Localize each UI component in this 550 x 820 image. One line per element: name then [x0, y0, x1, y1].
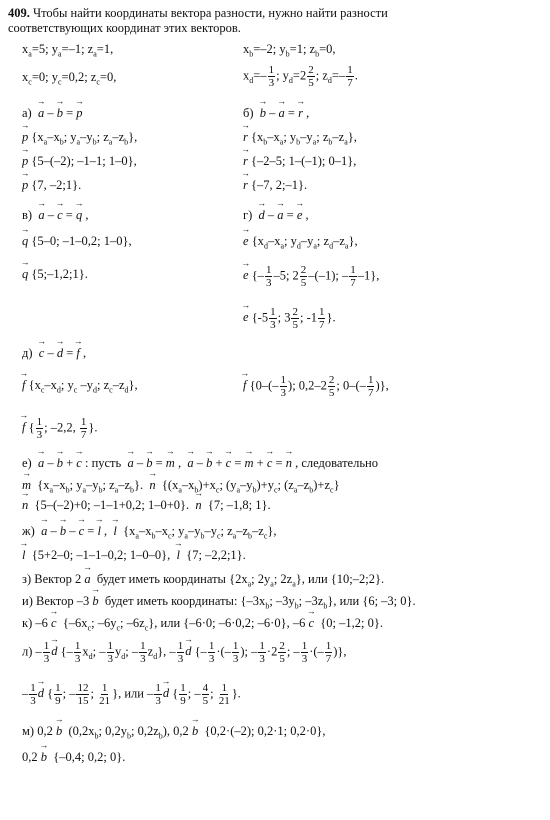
part-zh-line-1: ж) → a – → b – → c = → l , → l {$x_a-x_b-x_c$; $y_a-y_b-y_c$; $z_a-z_b-z_c$}, [22, 524, 277, 544]
part-g-line-2: → e {– $\frac{1}{3}$ –5; 2 $\frac{2}{5}$ –(–1); – $\frac{1}{7}$ –1}, [243, 264, 379, 289]
intro-line-2: соответствующих координат этих векторов. [8, 21, 241, 35]
part-k-line-1: к) –6 → c {$-6x_c$; $-6y_c$; $-6z_c$}, или {–6·0; –6·0,2; –6·0}, –6 → c {0; –1,2; 0}. [22, 616, 383, 636]
part-d-line-3: → f { $\frac{1}{3}$ ; –2,2, $\frac{1}{7}$ }. [22, 416, 97, 441]
part-l-line-1: л) – $\frac{1}{3}$ → d {– $\frac{1}{3}$ $x_d$; – $\frac{1}{3}$ $y_d$; – $\frac{1}{3}$ $z_d$}, – $\frac{1}{3}$ → d {– $\frac{1}{3}$ ·(– $\frac{1}{3}$ ); – $\frac{1}{3}$ ·2 $\frac{2}{5}$ ; – $\frac{1}{3}$ ·(– $\frac{1}{7}$ )}, [22, 640, 347, 665]
part-l-line-2: – $\frac{1}{3}$ → d { $\frac{1}{9}$ ; – $\frac{12}{15}$ ; $\frac{1}{21}$ }, или – $\frac{1}{3}$ → d { $\frac{1}{9}$ ; – $\frac{4}{5}$ ; $\frac{1}{21}$ }. [22, 682, 241, 707]
part-e-line-2: → m {$x_a-x_b$; $y_a-y_b$; $z_a-z_b$}. → n {$(x_a-x_b)+x_c$; $(y_a-y_b)+y_c$; $(z_a-z_b)+z_c$} [22, 478, 340, 498]
part-d-head: д) → c – → d = → f , [22, 346, 86, 361]
part-v-line-1: → q {5–0; –1–0,2; 1–0}, [22, 234, 132, 249]
part-v-line-2: → q {5;–1,2;1}. [22, 267, 88, 282]
part-i-line-1: и) Вектор –3 → b будет иметь координаты: {$-3x_b$; $-3y_b$; $-3z_b$}, или {6; –3; 0}. [22, 594, 416, 614]
part-b-line-1: → r {$x_b-x_a$; $y_b-y_a$; $z_b-z_a$}, [243, 130, 357, 150]
part-g-head: г) → d – → a = → e , [243, 208, 309, 223]
problem-number: 409. [8, 6, 30, 20]
part-m-line-2: 0,2 → b {–0,4; 0,2; 0}. [22, 750, 125, 765]
given-a: $x_a=5$; $y_a=-1$; $z_a=1$, [22, 42, 114, 59]
part-a-line-2: → p {5–(–2); –1–1; 1–0}, [22, 154, 137, 169]
part-a-line-1: → p {$x_a-x_b$; $y_a-y_b$; $z_a-z_b$}, [22, 130, 137, 150]
part-a-line-3: → p {7, –2;1}. [22, 178, 81, 193]
part-a-head: а) → a – → b = → p [22, 106, 83, 121]
part-m-line-1: м) 0,2 → b ($0,2x_b$; $0,2y_b$; $0,2z_b$), 0,2 → b {0,2·(–2); 0,2·1; 0,2·0}, [22, 724, 325, 744]
part-b-head: б) → b – → a = → r , [243, 106, 309, 121]
part-e-line-1: е) → a – → b + → c : пусть → a – → b = → m , → a – → b + → c = → m + → c = → n , следовательно [22, 456, 378, 471]
part-d-line-1: → f {$x_c-x_d$; $y_c$ $-y_d$; $z_c-z_d$}, [22, 378, 138, 398]
given-b: $x_b=-2$; $y_b=1$; $z_b=0$, [243, 42, 336, 59]
part-b-line-3: → r {–7, 2;–1}. [243, 178, 307, 193]
intro-line-1: 409. Чтобы найти координаты вектора разности, нужно найти разности [8, 6, 388, 20]
part-d-line-2: → f {0–(– $\frac{1}{3}$ ); 0,2–2 $\frac{2}{5}$ ; 0–(– $\frac{1}{7}$ )}, [243, 374, 389, 399]
part-g-line-3: → e {-5 $\frac{1}{3}$ ; 3 $\frac{2}{5}$ ; -1 $\frac{1}{7}$ }. [243, 306, 336, 331]
part-e-line-3: → n {5–(–2)+0; –1–1+0,2; 1–0+0}. → n {7; –1,8; 1}. [22, 498, 271, 513]
part-b-line-2: → r {–2–5; 1–(–1); 0–1}, [243, 154, 356, 169]
part-g-line-1: → e {$x_d-x_a$; $y_d-y_a$; $z_d-z_a$}, [243, 234, 358, 254]
given-c: $x_c=0$; $y_c=0,2$; $z_c=0$, [22, 70, 117, 87]
part-zh-line-2: → l {5+2–0; –1–1–0,2; 1–0–0}, → l {7; –2,2;1}. [22, 548, 246, 563]
part-z-line-1: з) Вектор 2 → a будет иметь координаты {$2x_a$; $2y_a$; $2z_a$}, или {10;–2;2}. [22, 572, 384, 592]
part-v-head: в) → a – → c = → q , [22, 208, 88, 223]
given-d: $x_d=-$ $\frac{1}{3}$ ; $y_d=2$ $\frac{2}{5}$ ; $z_d=-$ $\frac{1}{7}$ . [243, 64, 358, 89]
